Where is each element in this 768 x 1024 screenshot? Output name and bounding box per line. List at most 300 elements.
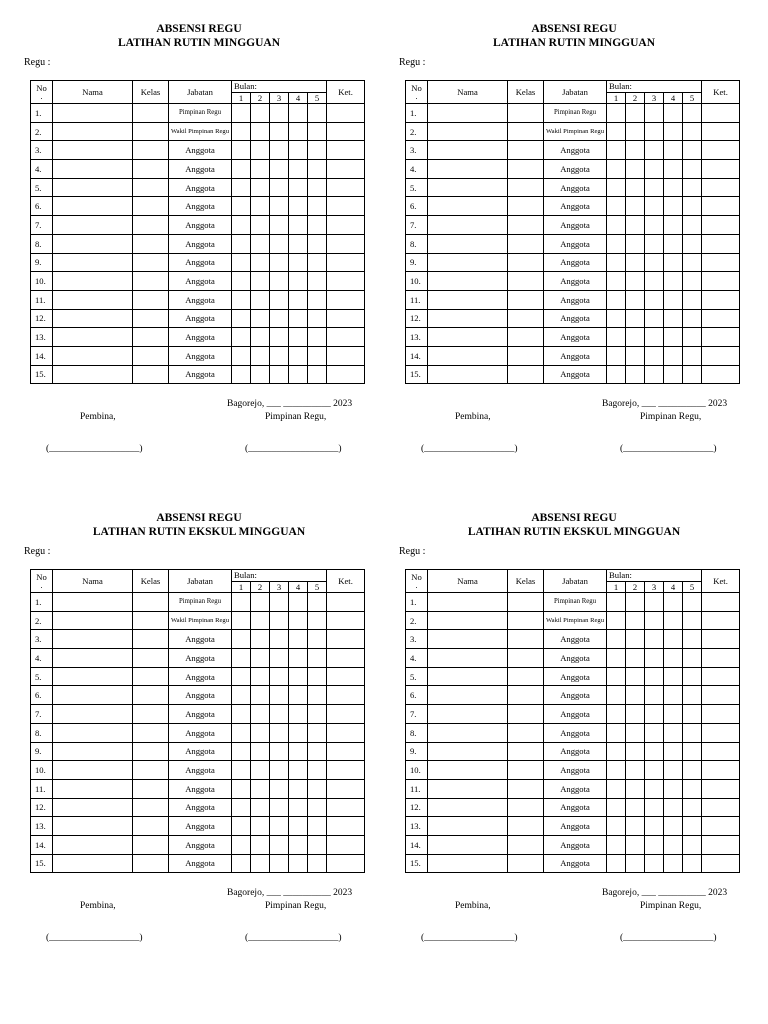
week-5-cell[interactable] [308, 649, 327, 668]
week-1-cell[interactable] [232, 593, 251, 612]
nama-cell[interactable] [53, 216, 133, 235]
week-3-cell[interactable] [645, 365, 664, 384]
week-1-cell[interactable] [607, 328, 626, 347]
week-1-cell[interactable] [232, 290, 251, 309]
week-5-cell[interactable] [683, 649, 702, 668]
week-5-cell[interactable] [308, 742, 327, 761]
week-1-cell[interactable] [232, 854, 251, 873]
nama-cell[interactable] [428, 141, 508, 160]
nama-cell[interactable] [428, 611, 508, 630]
week-5-cell[interactable] [308, 723, 327, 742]
week-4-cell[interactable] [664, 854, 683, 873]
ket-cell[interactable] [702, 686, 740, 705]
week-3-cell[interactable] [270, 365, 289, 384]
week-5-cell[interactable] [683, 365, 702, 384]
week-4-cell[interactable] [289, 761, 308, 780]
week-3-cell[interactable] [645, 346, 664, 365]
kelas-cell[interactable] [508, 178, 544, 197]
kelas-cell[interactable] [508, 593, 544, 612]
kelas-cell[interactable] [133, 761, 169, 780]
kelas-cell[interactable] [508, 216, 544, 235]
week-1-cell[interactable] [607, 835, 626, 854]
week-5-cell[interactable] [308, 104, 327, 123]
week-4-cell[interactable] [289, 197, 308, 216]
week-5-cell[interactable] [683, 160, 702, 179]
week-4-cell[interactable] [664, 197, 683, 216]
nama-cell[interactable] [53, 290, 133, 309]
ket-cell[interactable] [327, 705, 365, 724]
ket-cell[interactable] [327, 290, 365, 309]
nama-cell[interactable] [53, 160, 133, 179]
week-4-cell[interactable] [664, 178, 683, 197]
kelas-cell[interactable] [133, 104, 169, 123]
ket-cell[interactable] [327, 798, 365, 817]
week-3-cell[interactable] [645, 593, 664, 612]
kelas-cell[interactable] [508, 835, 544, 854]
week-3-cell[interactable] [270, 705, 289, 724]
week-5-cell[interactable] [308, 611, 327, 630]
week-5-cell[interactable] [308, 817, 327, 836]
ket-cell[interactable] [702, 611, 740, 630]
week-4-cell[interactable] [664, 216, 683, 235]
week-5-cell[interactable] [683, 798, 702, 817]
ket-cell[interactable] [327, 197, 365, 216]
week-2-cell[interactable] [626, 178, 645, 197]
week-2-cell[interactable] [626, 705, 645, 724]
ket-cell[interactable] [702, 854, 740, 873]
week-4-cell[interactable] [289, 854, 308, 873]
week-5-cell[interactable] [683, 705, 702, 724]
week-2-cell[interactable] [626, 328, 645, 347]
kelas-cell[interactable] [133, 216, 169, 235]
week-1-cell[interactable] [607, 122, 626, 141]
week-2-cell[interactable] [251, 798, 270, 817]
kelas-cell[interactable] [508, 630, 544, 649]
kelas-cell[interactable] [508, 365, 544, 384]
ket-cell[interactable] [327, 686, 365, 705]
nama-cell[interactable] [53, 197, 133, 216]
kelas-cell[interactable] [508, 854, 544, 873]
week-2-cell[interactable] [251, 290, 270, 309]
nama-cell[interactable] [428, 197, 508, 216]
nama-cell[interactable] [428, 649, 508, 668]
kelas-cell[interactable] [133, 723, 169, 742]
ket-cell[interactable] [702, 779, 740, 798]
week-2-cell[interactable] [626, 723, 645, 742]
week-3-cell[interactable] [645, 705, 664, 724]
week-1-cell[interactable] [232, 835, 251, 854]
week-3-cell[interactable] [645, 649, 664, 668]
nama-cell[interactable] [53, 835, 133, 854]
week-2-cell[interactable] [251, 272, 270, 291]
nama-cell[interactable] [428, 272, 508, 291]
nama-cell[interactable] [428, 817, 508, 836]
week-2-cell[interactable] [251, 630, 270, 649]
nama-cell[interactable] [428, 290, 508, 309]
nama-cell[interactable] [53, 798, 133, 817]
week-5-cell[interactable] [683, 593, 702, 612]
nama-cell[interactable] [53, 141, 133, 160]
week-1-cell[interactable] [607, 817, 626, 836]
week-4-cell[interactable] [289, 779, 308, 798]
nama-cell[interactable] [53, 611, 133, 630]
week-3-cell[interactable] [270, 686, 289, 705]
week-4-cell[interactable] [289, 705, 308, 724]
week-2-cell[interactable] [251, 253, 270, 272]
week-5-cell[interactable] [683, 197, 702, 216]
kelas-cell[interactable] [133, 253, 169, 272]
week-3-cell[interactable] [270, 328, 289, 347]
ket-cell[interactable] [702, 122, 740, 141]
week-2-cell[interactable] [626, 346, 645, 365]
week-1-cell[interactable] [232, 630, 251, 649]
ket-cell[interactable] [327, 365, 365, 384]
week-4-cell[interactable] [289, 253, 308, 272]
week-3-cell[interactable] [645, 817, 664, 836]
nama-cell[interactable] [53, 649, 133, 668]
week-2-cell[interactable] [251, 817, 270, 836]
nama-cell[interactable] [428, 365, 508, 384]
week-3-cell[interactable] [270, 216, 289, 235]
week-5-cell[interactable] [683, 104, 702, 123]
week-1-cell[interactable] [607, 141, 626, 160]
week-3-cell[interactable] [645, 290, 664, 309]
week-4-cell[interactable] [289, 723, 308, 742]
week-4-cell[interactable] [664, 667, 683, 686]
week-5-cell[interactable] [308, 798, 327, 817]
kelas-cell[interactable] [133, 197, 169, 216]
week-2-cell[interactable] [251, 667, 270, 686]
nama-cell[interactable] [428, 122, 508, 141]
week-5-cell[interactable] [683, 667, 702, 686]
kelas-cell[interactable] [133, 798, 169, 817]
week-2-cell[interactable] [251, 216, 270, 235]
nama-cell[interactable] [53, 686, 133, 705]
nama-cell[interactable] [428, 761, 508, 780]
week-4-cell[interactable] [289, 272, 308, 291]
week-4-cell[interactable] [289, 346, 308, 365]
week-4-cell[interactable] [664, 272, 683, 291]
kelas-cell[interactable] [508, 667, 544, 686]
week-2-cell[interactable] [626, 835, 645, 854]
week-4-cell[interactable] [664, 328, 683, 347]
ket-cell[interactable] [327, 234, 365, 253]
ket-cell[interactable] [702, 104, 740, 123]
ket-cell[interactable] [327, 309, 365, 328]
week-3-cell[interactable] [645, 742, 664, 761]
week-1-cell[interactable] [232, 328, 251, 347]
kelas-cell[interactable] [133, 835, 169, 854]
kelas-cell[interactable] [133, 817, 169, 836]
week-4-cell[interactable] [664, 705, 683, 724]
ket-cell[interactable] [702, 742, 740, 761]
ket-cell[interactable] [327, 649, 365, 668]
week-1-cell[interactable] [232, 742, 251, 761]
week-4-cell[interactable] [289, 104, 308, 123]
ket-cell[interactable] [327, 723, 365, 742]
ket-cell[interactable] [702, 328, 740, 347]
ket-cell[interactable] [327, 742, 365, 761]
week-4-cell[interactable] [664, 122, 683, 141]
kelas-cell[interactable] [508, 705, 544, 724]
week-3-cell[interactable] [270, 309, 289, 328]
week-1-cell[interactable] [607, 593, 626, 612]
kelas-cell[interactable] [133, 328, 169, 347]
week-5-cell[interactable] [308, 779, 327, 798]
nama-cell[interactable] [53, 365, 133, 384]
week-5-cell[interactable] [683, 253, 702, 272]
nama-cell[interactable] [53, 593, 133, 612]
week-4-cell[interactable] [289, 328, 308, 347]
ket-cell[interactable] [702, 630, 740, 649]
week-1-cell[interactable] [232, 346, 251, 365]
week-4-cell[interactable] [664, 365, 683, 384]
week-2-cell[interactable] [251, 365, 270, 384]
week-5-cell[interactable] [683, 611, 702, 630]
week-5-cell[interactable] [308, 272, 327, 291]
week-2-cell[interactable] [251, 234, 270, 253]
week-5-cell[interactable] [308, 630, 327, 649]
week-1-cell[interactable] [232, 216, 251, 235]
week-4-cell[interactable] [664, 611, 683, 630]
week-1-cell[interactable] [607, 686, 626, 705]
week-5-cell[interactable] [308, 178, 327, 197]
nama-cell[interactable] [53, 234, 133, 253]
week-3-cell[interactable] [645, 630, 664, 649]
week-4-cell[interactable] [289, 817, 308, 836]
week-2-cell[interactable] [626, 253, 645, 272]
nama-cell[interactable] [53, 854, 133, 873]
week-4-cell[interactable] [664, 761, 683, 780]
week-2-cell[interactable] [626, 365, 645, 384]
week-3-cell[interactable] [270, 742, 289, 761]
week-2-cell[interactable] [626, 611, 645, 630]
week-2-cell[interactable] [251, 742, 270, 761]
week-1-cell[interactable] [607, 197, 626, 216]
week-3-cell[interactable] [270, 761, 289, 780]
week-5-cell[interactable] [683, 817, 702, 836]
ket-cell[interactable] [327, 160, 365, 179]
week-3-cell[interactable] [645, 141, 664, 160]
week-3-cell[interactable] [270, 723, 289, 742]
kelas-cell[interactable] [508, 649, 544, 668]
week-1-cell[interactable] [232, 649, 251, 668]
kelas-cell[interactable] [508, 104, 544, 123]
week-4-cell[interactable] [664, 649, 683, 668]
ket-cell[interactable] [702, 178, 740, 197]
week-1-cell[interactable] [607, 667, 626, 686]
week-3-cell[interactable] [645, 779, 664, 798]
week-1-cell[interactable] [232, 686, 251, 705]
week-2-cell[interactable] [626, 234, 645, 253]
week-1-cell[interactable] [232, 253, 251, 272]
week-4-cell[interactable] [289, 686, 308, 705]
week-5-cell[interactable] [683, 742, 702, 761]
week-3-cell[interactable] [270, 667, 289, 686]
ket-cell[interactable] [702, 817, 740, 836]
week-3-cell[interactable] [645, 104, 664, 123]
week-4-cell[interactable] [289, 667, 308, 686]
week-3-cell[interactable] [645, 611, 664, 630]
ket-cell[interactable] [327, 779, 365, 798]
week-5-cell[interactable] [683, 328, 702, 347]
week-4-cell[interactable] [664, 593, 683, 612]
week-3-cell[interactable] [645, 160, 664, 179]
week-5-cell[interactable] [683, 723, 702, 742]
kelas-cell[interactable] [133, 667, 169, 686]
week-2-cell[interactable] [626, 197, 645, 216]
week-1-cell[interactable] [232, 234, 251, 253]
week-4-cell[interactable] [289, 234, 308, 253]
week-5-cell[interactable] [683, 272, 702, 291]
week-2-cell[interactable] [251, 611, 270, 630]
week-2-cell[interactable] [626, 122, 645, 141]
week-2-cell[interactable] [251, 178, 270, 197]
week-5-cell[interactable] [683, 779, 702, 798]
week-5-cell[interactable] [683, 309, 702, 328]
week-5-cell[interactable] [683, 122, 702, 141]
kelas-cell[interactable] [133, 309, 169, 328]
nama-cell[interactable] [428, 779, 508, 798]
ket-cell[interactable] [702, 761, 740, 780]
week-5-cell[interactable] [308, 160, 327, 179]
week-1-cell[interactable] [232, 667, 251, 686]
week-4-cell[interactable] [664, 160, 683, 179]
nama-cell[interactable] [428, 216, 508, 235]
week-3-cell[interactable] [270, 854, 289, 873]
week-5-cell[interactable] [308, 835, 327, 854]
week-2-cell[interactable] [626, 817, 645, 836]
ket-cell[interactable] [327, 104, 365, 123]
week-3-cell[interactable] [270, 272, 289, 291]
ket-cell[interactable] [327, 178, 365, 197]
week-4-cell[interactable] [289, 593, 308, 612]
week-3-cell[interactable] [270, 630, 289, 649]
week-4-cell[interactable] [664, 234, 683, 253]
kelas-cell[interactable] [508, 346, 544, 365]
ket-cell[interactable] [702, 197, 740, 216]
kelas-cell[interactable] [508, 141, 544, 160]
week-2-cell[interactable] [251, 141, 270, 160]
ket-cell[interactable] [702, 290, 740, 309]
week-3-cell[interactable] [270, 234, 289, 253]
week-3-cell[interactable] [645, 253, 664, 272]
week-2-cell[interactable] [626, 141, 645, 160]
week-2-cell[interactable] [251, 761, 270, 780]
week-2-cell[interactable] [251, 854, 270, 873]
week-3-cell[interactable] [645, 686, 664, 705]
week-4-cell[interactable] [289, 742, 308, 761]
week-2-cell[interactable] [626, 761, 645, 780]
week-4-cell[interactable] [664, 141, 683, 160]
week-2-cell[interactable] [626, 798, 645, 817]
kelas-cell[interactable] [133, 365, 169, 384]
week-2-cell[interactable] [251, 328, 270, 347]
week-1-cell[interactable] [232, 798, 251, 817]
week-1-cell[interactable] [607, 290, 626, 309]
ket-cell[interactable] [702, 705, 740, 724]
ket-cell[interactable] [702, 234, 740, 253]
week-1-cell[interactable] [607, 160, 626, 179]
week-3-cell[interactable] [270, 160, 289, 179]
week-1-cell[interactable] [607, 705, 626, 724]
nama-cell[interactable] [428, 667, 508, 686]
week-5-cell[interactable] [308, 346, 327, 365]
kelas-cell[interactable] [133, 779, 169, 798]
week-2-cell[interactable] [626, 593, 645, 612]
week-1-cell[interactable] [232, 104, 251, 123]
week-1-cell[interactable] [607, 365, 626, 384]
ket-cell[interactable] [702, 723, 740, 742]
ket-cell[interactable] [702, 649, 740, 668]
week-1-cell[interactable] [607, 178, 626, 197]
week-1-cell[interactable] [607, 761, 626, 780]
kelas-cell[interactable] [508, 197, 544, 216]
kelas-cell[interactable] [133, 686, 169, 705]
nama-cell[interactable] [53, 309, 133, 328]
week-2-cell[interactable] [626, 290, 645, 309]
kelas-cell[interactable] [133, 141, 169, 160]
week-4-cell[interactable] [664, 253, 683, 272]
nama-cell[interactable] [53, 328, 133, 347]
nama-cell[interactable] [428, 178, 508, 197]
kelas-cell[interactable] [508, 723, 544, 742]
week-3-cell[interactable] [270, 290, 289, 309]
ket-cell[interactable] [327, 593, 365, 612]
week-4-cell[interactable] [664, 630, 683, 649]
week-4-cell[interactable] [664, 835, 683, 854]
week-3-cell[interactable] [270, 649, 289, 668]
week-3-cell[interactable] [270, 817, 289, 836]
ket-cell[interactable] [327, 854, 365, 873]
week-5-cell[interactable] [683, 835, 702, 854]
week-3-cell[interactable] [645, 328, 664, 347]
ket-cell[interactable] [702, 141, 740, 160]
week-2-cell[interactable] [626, 630, 645, 649]
week-5-cell[interactable] [308, 328, 327, 347]
nama-cell[interactable] [53, 178, 133, 197]
week-5-cell[interactable] [308, 593, 327, 612]
ket-cell[interactable] [702, 272, 740, 291]
ket-cell[interactable] [702, 346, 740, 365]
week-2-cell[interactable] [626, 309, 645, 328]
week-3-cell[interactable] [270, 779, 289, 798]
week-3-cell[interactable] [645, 272, 664, 291]
week-1-cell[interactable] [232, 611, 251, 630]
week-1-cell[interactable] [232, 141, 251, 160]
ket-cell[interactable] [702, 365, 740, 384]
week-4-cell[interactable] [664, 817, 683, 836]
week-3-cell[interactable] [270, 835, 289, 854]
nama-cell[interactable] [428, 630, 508, 649]
week-1-cell[interactable] [232, 705, 251, 724]
kelas-cell[interactable] [133, 160, 169, 179]
nama-cell[interactable] [53, 272, 133, 291]
kelas-cell[interactable] [133, 611, 169, 630]
week-1-cell[interactable] [607, 234, 626, 253]
week-4-cell[interactable] [664, 798, 683, 817]
week-4-cell[interactable] [289, 365, 308, 384]
week-2-cell[interactable] [626, 667, 645, 686]
nama-cell[interactable] [53, 761, 133, 780]
nama-cell[interactable] [428, 798, 508, 817]
ket-cell[interactable] [327, 272, 365, 291]
week-1-cell[interactable] [607, 649, 626, 668]
kelas-cell[interactable] [133, 593, 169, 612]
ket-cell[interactable] [327, 761, 365, 780]
week-1-cell[interactable] [607, 272, 626, 291]
week-3-cell[interactable] [645, 234, 664, 253]
